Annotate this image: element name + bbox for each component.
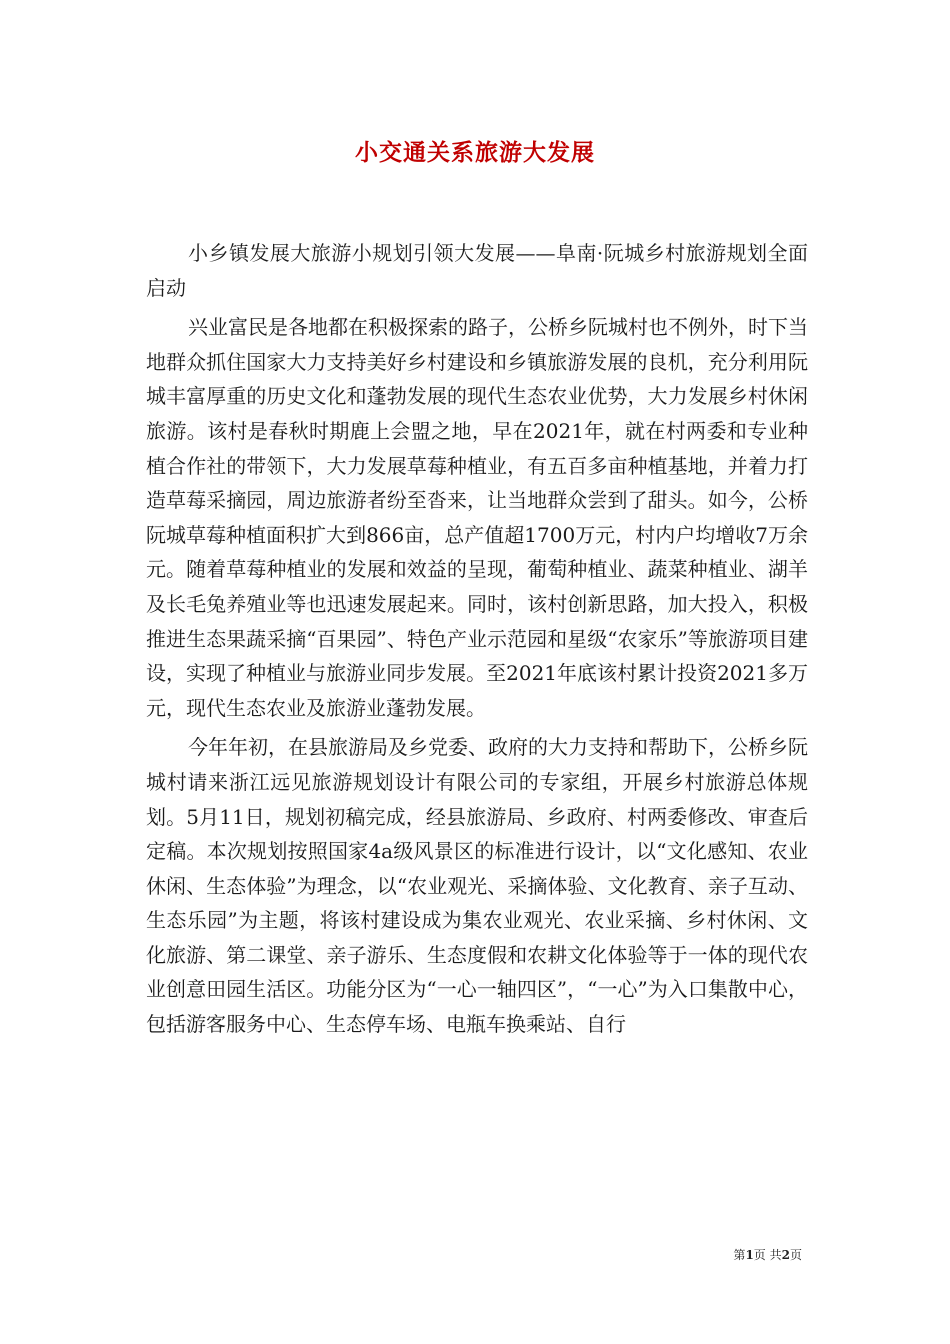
footer-prefix: 第 <box>733 1248 746 1262</box>
document-body <box>146 236 808 1047</box>
current-page-number: 1 <box>745 1248 754 1262</box>
paragraph-subtitle: 小乡镇发展大旅游小规划引领大发展——阜南·阮城乡村旅游规划全面启动 <box>146 241 808 300</box>
paragraph-tourism-planning: 今年年初，在县旅游局及乡党委、政府的大力支持和帮助下，公桥乡阮城村请来浙江远见旅游规划设计有限公司的专家组，开展乡村旅游总体规划。5月11日，规划初稿完成，经县旅游局、乡政府、村两委修改、审查后定稿。本次规划按照国家4a级风景区的标准进行设计，以“文化感知、农业休闲、生态体验”为理念，以“农业观光、采摘体验、文化教育、亲子互动、生态乐园”为主题，将该村建设成为集农业观光、农业采摘、乡村休闲、文化旅游、第二课堂、亲子游乐、生态度假和农耕文化体验等于一体的现代农业创意田园生活区。功能分区为“一心一轴四区”，“一心”为入口集散中心，包括游客服务中心、生态停车场、电瓶车换乘站、自行 <box>146 735 808 1037</box>
document-title: 小交通关系旅游大发展 <box>355 139 595 166</box>
footer-middle: 页 共 <box>753 1248 782 1262</box>
page-number-footer <box>733 1246 802 1263</box>
total-pages-number: 2 <box>781 1248 790 1262</box>
paragraph-village-background: 兴业富民是各地都在积极探索的路子，公桥乡阮城村也不例外，时下当地群众抓住国家大力支持美好乡村建设和乡镇旅游发展的良机，充分利用阮城丰富厚重的历史文化和蓬勃发展的现代生态农业优势，大力发展乡村休闲旅游。该村是春秋时期鹿上会盟之地，早在2021年，就在村两委和专业种植合作社的带领下，大力发展草莓种植业，有五百多亩种植基地，并着力打造草莓采摘园，周边旅游者纷至沓来，让当地群众尝到了甜头。如今，公桥阮城草莓种植面积扩大到866亩，总产值超1700万元，村内户均增收7万余元。随着草莓种植业的发展和效益的呈现，葡萄种植业、蔬菜种植业、湖羊及长毛兔养殖业等也迅速发展起来。同时，该村创新思路，加大投入，积极推进生态果蔬采摘“百果园”、特色产业示范园和星级“农家乐”等旅游项目建设，实现了种植业与旅游业同步发展。至2021年底该村累计投资2021多万元，现代生态农业及旅游业蓬勃发展。 <box>146 315 808 720</box>
footer-suffix: 页 <box>789 1248 802 1262</box>
